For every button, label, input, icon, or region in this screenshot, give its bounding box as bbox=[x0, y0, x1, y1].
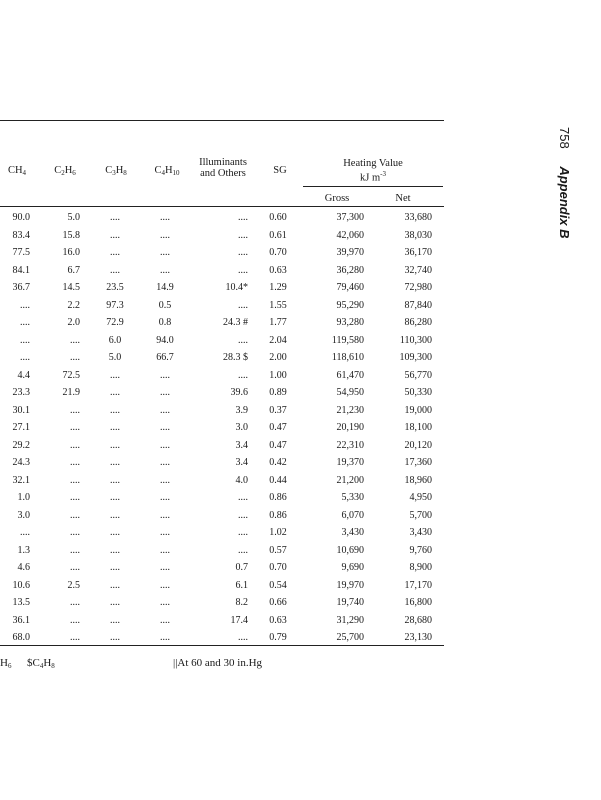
cell-c2h6: .... bbox=[70, 632, 80, 643]
cell-sg: 0.61 bbox=[269, 229, 287, 241]
header-c2h6: $C_2H_6$ bbox=[54, 165, 76, 177]
cell-sg: 2.00 bbox=[269, 352, 287, 363]
header-ch4: $CH_4$ bbox=[7, 165, 27, 177]
cell-ch4: 1.3 bbox=[17, 544, 30, 556]
header-net: Net bbox=[395, 193, 411, 204]
cell-c3h8: 72.9 bbox=[106, 317, 124, 328]
cell-gross: 93,280 bbox=[336, 317, 364, 328]
cell-gross: 54,950 bbox=[336, 387, 364, 398]
cell-c2h6: 2.5 bbox=[67, 579, 80, 591]
cell-net: 33,680 bbox=[404, 212, 432, 223]
cell-c2h6: .... bbox=[70, 597, 80, 608]
cell-c2h6: .... bbox=[70, 509, 80, 521]
cell-c2h6: .... bbox=[70, 527, 80, 538]
cell-illuminants: 3.4 bbox=[235, 439, 248, 451]
cell-ch4: 90.0 bbox=[12, 212, 30, 223]
cell-sg: 0.54 bbox=[269, 579, 287, 591]
cell-sg: 0.60 bbox=[269, 212, 287, 223]
header-illuminants-line2: and Others bbox=[200, 168, 246, 179]
cell-c3h8: .... bbox=[110, 632, 120, 643]
cell-sg: 0.79 bbox=[269, 632, 287, 643]
cell-c2h6: 21.9 bbox=[62, 387, 80, 398]
header-c3h8: $C_3H_8$ bbox=[105, 165, 127, 177]
cell-net: 23,130 bbox=[404, 632, 432, 643]
cell-c2h6: 72.5 bbox=[62, 369, 80, 381]
cell-c3h8: .... bbox=[110, 229, 120, 241]
cell-c4h10: .... bbox=[160, 457, 170, 468]
cell-sg: 0.47 bbox=[269, 439, 287, 451]
cell-net: 72,980 bbox=[404, 282, 432, 293]
header-heating-value bbox=[303, 158, 443, 184]
cell-net: 3,430 bbox=[409, 527, 432, 538]
cell-c4h10: .... bbox=[160, 229, 170, 241]
cell-gross: 19,970 bbox=[336, 579, 364, 591]
cell-illuminants: .... bbox=[238, 492, 248, 503]
cell-ch4: 23.3 bbox=[12, 387, 30, 398]
cell-c2h6: .... bbox=[70, 614, 80, 626]
cell-gross: 10,690 bbox=[336, 544, 364, 556]
cell-c4h10: 14.9 bbox=[156, 282, 174, 293]
cell-illuminants: .... bbox=[238, 509, 248, 521]
footnote-2: $\$C_4H_8$ bbox=[27, 657, 55, 670]
cell-ch4: .... bbox=[20, 527, 30, 538]
footnote-1: $H_6$ bbox=[0, 657, 12, 670]
cell-gross: 25,700 bbox=[336, 632, 364, 643]
cell-net: 17,360 bbox=[404, 457, 432, 468]
cell-c2h6: .... bbox=[70, 404, 80, 416]
cell-gross: 37,300 bbox=[336, 212, 364, 223]
cell-illuminants: 6.1 bbox=[235, 579, 248, 591]
cell-sg: 0.57 bbox=[269, 544, 287, 556]
header-illuminants-line1: Illuminants bbox=[199, 157, 247, 168]
cell-ch4: 10.6 bbox=[12, 579, 30, 591]
cell-c2h6: .... bbox=[70, 492, 80, 503]
cell-c2h6: .... bbox=[70, 474, 80, 486]
cell-ch4: 29.2 bbox=[12, 439, 30, 451]
cell-sg: 0.86 bbox=[269, 509, 287, 521]
cell-gross: 119,580 bbox=[331, 334, 364, 346]
cell-sg: 0.70 bbox=[269, 562, 287, 573]
cell-c3h8: .... bbox=[110, 614, 120, 626]
cell-net: 5,700 bbox=[409, 509, 432, 521]
cell-c3h8: .... bbox=[110, 404, 120, 416]
header-c4h10: $C_4H_{10}$ bbox=[154, 165, 180, 177]
cell-c2h6: .... bbox=[70, 562, 80, 573]
cell-illuminants: .... bbox=[238, 247, 248, 258]
cell-illuminants: .... bbox=[238, 264, 248, 276]
header-illuminants bbox=[186, 157, 260, 179]
cell-sg: 0.37 bbox=[269, 404, 287, 416]
cell-ch4: 3.0 bbox=[17, 509, 30, 521]
cell-c2h6: .... bbox=[70, 352, 80, 363]
cell-c2h6: .... bbox=[70, 457, 80, 468]
cell-ch4: 13.5 bbox=[12, 597, 30, 608]
cell-gross: 118,610 bbox=[331, 352, 364, 363]
cell-illuminants: .... bbox=[238, 632, 248, 643]
cell-c3h8: .... bbox=[110, 247, 120, 258]
cell-c3h8: .... bbox=[110, 562, 120, 573]
cell-gross: 79,460 bbox=[336, 282, 364, 293]
cell-gross: 5,330 bbox=[341, 492, 364, 503]
cell-c3h8: .... bbox=[110, 544, 120, 556]
cell-illuminants: .... bbox=[238, 334, 248, 346]
cell-illuminants: 28.3 $ bbox=[223, 352, 248, 363]
cell-c4h10: .... bbox=[160, 439, 170, 451]
cell-illuminants: 17.4 bbox=[230, 614, 248, 626]
cell-illuminants: 39.6 bbox=[230, 387, 248, 398]
cell-illuminants: 8.2 bbox=[235, 597, 248, 608]
cell-net: 28,680 bbox=[404, 614, 432, 626]
header-heating-value-unit: kJ $m^{-3}$ bbox=[360, 170, 386, 184]
cell-net: 87,840 bbox=[404, 299, 432, 311]
cell-net: 20,120 bbox=[404, 439, 432, 451]
cell-gross: 19,370 bbox=[336, 457, 364, 468]
cell-c4h10: .... bbox=[160, 264, 170, 276]
cell-sg: 2.04 bbox=[269, 334, 287, 346]
page-number: 758 bbox=[557, 127, 572, 149]
cell-sg: 0.89 bbox=[269, 387, 287, 398]
cell-c4h10: .... bbox=[160, 509, 170, 521]
cell-illuminants: 0.7 bbox=[235, 562, 248, 573]
cell-c4h10: .... bbox=[160, 247, 170, 258]
cell-c3h8: .... bbox=[110, 387, 120, 398]
cell-net: 36,170 bbox=[404, 247, 432, 258]
cell-sg: 1.29 bbox=[269, 282, 287, 293]
cell-gross: 3,430 bbox=[341, 527, 364, 538]
cell-c4h10: .... bbox=[160, 527, 170, 538]
cell-gross: 42,060 bbox=[336, 229, 364, 241]
cell-c4h10: 0.8 bbox=[158, 317, 172, 328]
cell-illuminants: 10.4* bbox=[225, 282, 248, 293]
cell-ch4: .... bbox=[20, 352, 30, 363]
cell-c2h6: 16.0 bbox=[62, 247, 80, 258]
cell-gross: 21,200 bbox=[336, 474, 364, 486]
cell-c3h8: .... bbox=[110, 439, 120, 451]
cell-sg: 0.63 bbox=[269, 264, 287, 276]
header-gross: Gross bbox=[324, 193, 350, 204]
cell-c4h10: .... bbox=[160, 632, 170, 643]
table-bottom-rule bbox=[0, 645, 444, 646]
cell-c4h10: .... bbox=[160, 492, 170, 503]
cell-c4h10: .... bbox=[160, 369, 170, 381]
header-sg: SG bbox=[273, 165, 287, 176]
cell-net: 56,770 bbox=[404, 369, 432, 381]
cell-illuminants: .... bbox=[238, 527, 248, 538]
cell-c4h10: .... bbox=[160, 544, 170, 556]
cell-sg: 1.00 bbox=[269, 369, 287, 381]
cell-c2h6: .... bbox=[70, 334, 80, 346]
cell-c4h10: .... bbox=[160, 614, 170, 626]
cell-c4h10: .... bbox=[160, 474, 170, 486]
cell-gross: 6,070 bbox=[341, 509, 364, 521]
cell-c2h6: 6.7 bbox=[67, 264, 80, 276]
cell-net: 16,800 bbox=[404, 597, 432, 608]
cell-sg: 0.66 bbox=[269, 597, 287, 608]
cell-illuminants: 3.4 bbox=[235, 457, 248, 468]
cell-c2h6: .... bbox=[70, 544, 80, 556]
cell-c4h10: .... bbox=[160, 422, 170, 433]
cell-net: 4,950 bbox=[409, 492, 432, 503]
cell-net: 86,280 bbox=[404, 317, 432, 328]
cell-gross: 19,740 bbox=[336, 597, 364, 608]
cell-c4h10: .... bbox=[160, 212, 170, 223]
cell-net: 50,330 bbox=[404, 387, 432, 398]
cell-sg: 0.42 bbox=[269, 457, 287, 468]
cell-ch4: 4.6 bbox=[17, 562, 30, 573]
cell-c3h8: 97.3 bbox=[106, 299, 124, 311]
cell-ch4: .... bbox=[20, 317, 30, 328]
page-margin-label bbox=[557, 127, 572, 239]
cell-gross: 21,230 bbox=[336, 404, 364, 416]
cell-gross: 22,310 bbox=[336, 439, 364, 451]
cell-illuminants: .... bbox=[238, 369, 248, 381]
cell-c4h10: .... bbox=[160, 597, 170, 608]
cell-c4h10: .... bbox=[160, 387, 170, 398]
cell-net: 32,740 bbox=[404, 264, 432, 276]
cell-c3h8: .... bbox=[110, 474, 120, 486]
cell-c3h8: 6.0 bbox=[108, 334, 122, 346]
cell-c3h8: .... bbox=[110, 457, 120, 468]
cell-c3h8: .... bbox=[110, 264, 120, 276]
cell-net: 110,300 bbox=[399, 334, 432, 346]
cell-ch4: 68.0 bbox=[12, 632, 30, 643]
cell-c3h8: .... bbox=[110, 422, 120, 433]
cell-ch4: 4.4 bbox=[17, 369, 30, 381]
cell-c3h8: .... bbox=[110, 492, 120, 503]
cell-c3h8: 23.5 bbox=[106, 282, 124, 293]
cell-c4h10: .... bbox=[160, 579, 170, 591]
cell-ch4: .... bbox=[20, 334, 30, 346]
cell-c4h10: .... bbox=[160, 404, 170, 416]
header-subrule bbox=[303, 186, 443, 187]
cell-gross: 61,470 bbox=[336, 369, 364, 381]
cell-gross: 39,970 bbox=[336, 247, 364, 258]
top-rule bbox=[0, 120, 444, 121]
cell-c3h8: .... bbox=[110, 597, 120, 608]
cell-ch4: 83.4 bbox=[12, 229, 30, 241]
cell-ch4: 30.1 bbox=[12, 404, 30, 416]
cell-net: 38,030 bbox=[404, 229, 432, 241]
cell-ch4: 36.1 bbox=[12, 614, 30, 626]
cell-c4h10: 0.5 bbox=[158, 299, 172, 311]
cell-illuminants: 3.0 bbox=[235, 422, 248, 433]
cell-c2h6: 2.2 bbox=[67, 299, 80, 311]
cell-c2h6: 14.5 bbox=[62, 282, 80, 293]
cell-ch4: 1.0 bbox=[17, 492, 30, 503]
cell-sg: 1.55 bbox=[269, 299, 287, 311]
cell-c3h8: .... bbox=[110, 579, 120, 591]
cell-sg: 0.63 bbox=[269, 614, 287, 626]
cell-net: 9,760 bbox=[409, 544, 432, 556]
cell-c3h8: .... bbox=[110, 509, 120, 521]
cell-net: 18,100 bbox=[404, 422, 432, 433]
cell-illuminants: .... bbox=[238, 212, 248, 223]
cell-ch4: 77.5 bbox=[12, 247, 30, 258]
cell-gross: 20,190 bbox=[336, 422, 364, 433]
cell-net: 8,900 bbox=[409, 562, 432, 573]
header-heating-value-line1: Heating Value bbox=[343, 158, 403, 169]
cell-c3h8: .... bbox=[110, 369, 120, 381]
cell-c2h6: .... bbox=[70, 422, 80, 433]
cell-c4h10: 66.7 bbox=[156, 352, 174, 363]
cell-illuminants: .... bbox=[238, 544, 248, 556]
cell-ch4: .... bbox=[20, 299, 30, 311]
cell-ch4: 36.7 bbox=[12, 282, 30, 293]
cell-sg: 0.44 bbox=[269, 474, 287, 486]
cell-sg: 1.77 bbox=[269, 317, 287, 328]
cell-ch4: 24.3 bbox=[12, 457, 30, 468]
cell-ch4: 27.1 bbox=[12, 422, 30, 433]
cell-net: 109,300 bbox=[399, 352, 432, 363]
cell-sg: 1.02 bbox=[269, 527, 287, 538]
cell-ch4: 32.1 bbox=[12, 474, 30, 486]
cell-illuminants: 4.0 bbox=[235, 474, 248, 486]
cell-illuminants: 3.9 bbox=[235, 404, 248, 416]
cell-sg: 0.47 bbox=[269, 422, 287, 433]
cell-net: 17,170 bbox=[404, 579, 432, 591]
cell-c4h10: 94.0 bbox=[156, 334, 174, 346]
cell-c3h8: 5.0 bbox=[108, 352, 122, 363]
cell-gross: 9,690 bbox=[341, 562, 364, 573]
footnote-3: ||At 60 and 30 in.Hg bbox=[173, 657, 263, 669]
cell-c3h8: .... bbox=[110, 212, 120, 223]
cell-c2h6: .... bbox=[70, 439, 80, 451]
cell-net: 18,960 bbox=[404, 474, 432, 486]
cell-gross: 36,280 bbox=[336, 264, 364, 276]
cell-c2h6: 2.0 bbox=[67, 317, 80, 328]
cell-sg: 0.70 bbox=[269, 247, 287, 258]
cell-illuminants: .... bbox=[238, 299, 248, 311]
cell-net: 19,000 bbox=[404, 404, 432, 416]
cell-sg: 0.86 bbox=[269, 492, 287, 503]
cell-illuminants: 24.3 # bbox=[223, 317, 248, 328]
cell-c4h10: .... bbox=[160, 562, 170, 573]
cell-gross: 95,290 bbox=[336, 299, 364, 311]
cell-illuminants: .... bbox=[238, 229, 248, 241]
appendix-title: Appendix B bbox=[557, 166, 572, 239]
cell-c3h8: .... bbox=[110, 527, 120, 538]
cell-ch4: 84.1 bbox=[12, 264, 30, 276]
cell-c2h6: 5.0 bbox=[67, 212, 80, 223]
cell-c2h6: 15.8 bbox=[62, 229, 80, 241]
header-bottom-rule bbox=[0, 206, 444, 207]
cell-gross: 31,290 bbox=[336, 614, 364, 626]
